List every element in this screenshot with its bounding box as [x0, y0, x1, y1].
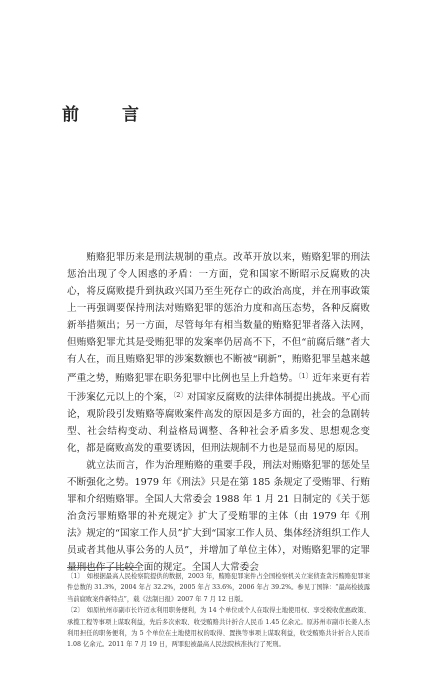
footnote-2: 〔2〕 如原杭州市副市长许迈永利用职务便利，为 14 个单位或个人在取得土地使用权、享受税收优惠政策、承揽工程等事项上谋取利益，先后多次索取、收受贿赂共计折合人民币 1.45 亿余元。原苏州市副市长姜人杰利用担任的职务便利，为 5 个单位在土地使用权的取得、置换等事项上谋取利益，收受贿赂共计折合人民币 1.08 亿余元。2011 年 7 月 19 日，两罪犯被最高人民法院核准执行了死刑。 — [67, 607, 370, 649]
footnote-separator — [67, 567, 137, 568]
paragraph-1-text-2: 近年来更有若干涉案亿元以上的个案， — [67, 373, 371, 403]
paragraph-2 — [67, 457, 370, 576]
footnotes — [67, 571, 370, 651]
paragraph-1-text-3: 对国家反腐败的法律体制提出挑战。平心而论，观阶段引发贿赂等腐败案件高发的原因是多方面的，社会的急剧转型、社会结构变动、利益格局调整、各种社会矛盾多发、思想观念变化，都是腐败高发的重要诱因，但刑法规制不力也是显而易见的原因。 — [67, 392, 371, 454]
page-title: 前 言 — [62, 105, 152, 125]
paragraph-1-text-1: 贿赂犯罪历来是刑法规制的重点。改革开放以来，贿赂犯罪的刑法惩治出现了令人困惑的矛盾：一方面，党和国家不断昭示反腐败的决心，将反腐败提升到执政兴国乃至生死存亡的政治高度，并在刑事政策上一再强调要保持刑法对贿赂犯罪的惩治力度和高压态势，各种反腐败新举措频出；另一方面，尽管每年有相当数量的贿赂犯罪者落入法网，但贿赂犯罪尤其是受贿犯罪的发案率仍居高不下，不但“前腐后继”者大有人在，而且贿赂犯罪的涉案数额也不断被“刷新”，贿赂犯罪呈越来越严重之势，贿赂犯罪在职务犯罪中比例也呈上升趋势。 — [67, 252, 370, 384]
footnote-ref-1: 〔1〕 — [298, 372, 313, 380]
body-text — [67, 249, 370, 576]
footnote-1: 〔1〕 如根据最高人民检察院提供的数据，2003 年，贿赂犯罪案件占全国检察机关立案侦查贪污贿赂犯罪案件总数的 31.3%，2004 年占 32.2%，2005 年占 33.6%，2006 年占 39.2%。参见丁国锋：“最高检披露当前腐败案件新特点”，载《法制日报》2007 年 7 月 12 日版。 — [67, 573, 370, 603]
paragraph-1 — [67, 249, 370, 457]
paragraph-2-text-1: 就立法而言，作为治理贿赂的重要手段，刑法对贿赂犯罪的惩处呈不断强化之势。1979 年《刑法》只是在第 185 条规定了受贿罪、行贿罪和介绍贿赂罪。全国人大常委会 1988 年 1 月 21 日制定的《关于惩治贪污罪贿赂罪的补充规定》扩大了受贿罪的主体（由 1979 年《刑法》规定的“国家工作人员”扩大到“国家工作人员、集体经济组织工作人员或者其他从事公务的人员”，并增加了单位主体），对贿赂犯罪的定罪量刑也作了比较全面的规定。全国人大常委会 — [67, 460, 370, 573]
footnote-ref-2: 〔2〕 — [172, 391, 187, 399]
